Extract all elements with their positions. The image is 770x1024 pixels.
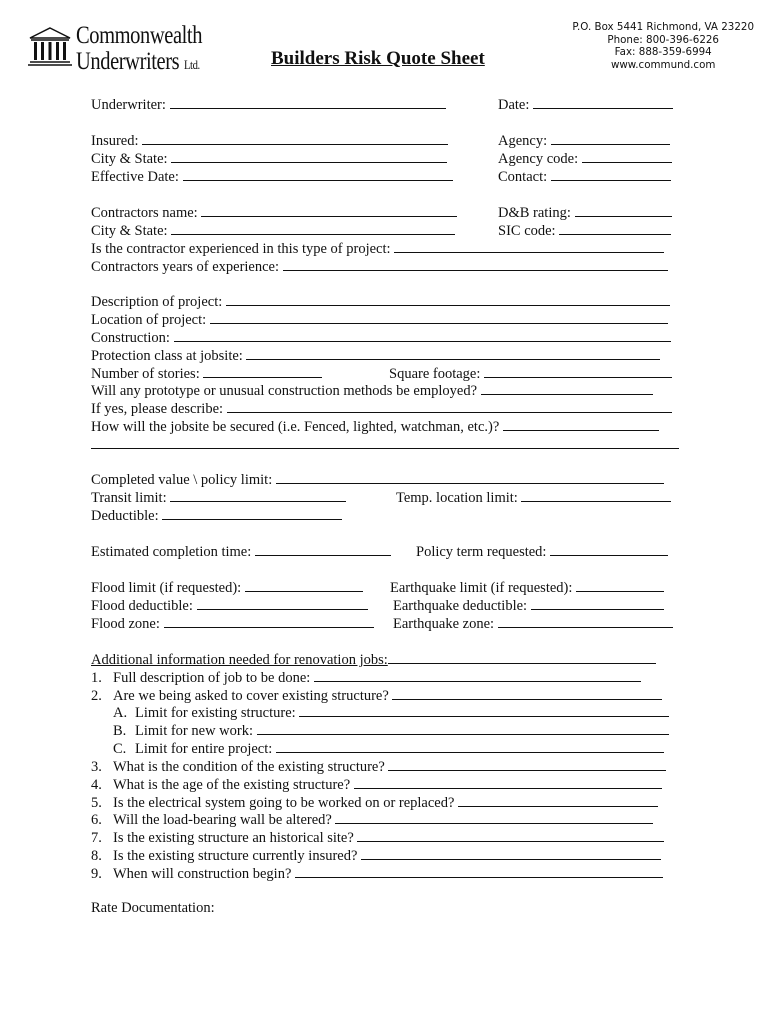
- temp-location-label: Temp. location limit:: [396, 490, 518, 506]
- location-field[interactable]: [210, 310, 668, 324]
- eq-zone-field[interactable]: [498, 614, 673, 628]
- db-rating-field[interactable]: [575, 203, 672, 217]
- location-row: [91, 310, 668, 329]
- eq-limit-row: [390, 578, 664, 597]
- item-text: Will the load-bearing wall be altered?: [113, 812, 332, 828]
- prototype-row: [91, 381, 653, 400]
- agency-code-label: Agency code:: [498, 151, 579, 167]
- item-number: 5.: [91, 795, 102, 811]
- db-rating-label: D&B rating:: [498, 205, 571, 221]
- deductible-row: [91, 506, 342, 525]
- item-number: 1.: [91, 670, 102, 686]
- item-field[interactable]: [335, 810, 653, 824]
- temp-location-row: [396, 488, 671, 507]
- item-number: 7.: [91, 830, 102, 846]
- renovation-heading: Additional information needed for renovation jobs:: [91, 652, 388, 668]
- date-row: [498, 95, 673, 114]
- insured-field[interactable]: [142, 131, 448, 145]
- item-number: 8.: [91, 848, 102, 864]
- page-title: Builders Risk Quote Sheet: [271, 48, 485, 69]
- item-text: Limit for new work:: [135, 723, 253, 739]
- contractors-name-field[interactable]: [201, 203, 457, 217]
- renovation-heading-line: [388, 650, 656, 664]
- flood-deductible-field[interactable]: [197, 596, 368, 610]
- construction-label: Construction:: [91, 330, 170, 346]
- item-number: 9.: [91, 866, 102, 882]
- if-yes-field[interactable]: [227, 399, 672, 413]
- completed-value-field[interactable]: [276, 470, 664, 484]
- completed-value-label: Completed value \ policy limit:: [91, 472, 273, 488]
- insured-label: Insured:: [91, 133, 139, 149]
- contact-website: www.commund.com: [610, 58, 716, 71]
- transit-limit-row: [91, 488, 346, 507]
- agency-label: Agency:: [498, 133, 548, 149]
- item-letter: C.: [113, 741, 127, 757]
- flood-deductible-label: Flood deductible:: [91, 598, 193, 614]
- item-number: 6.: [91, 812, 102, 828]
- secured-field[interactable]: [503, 417, 659, 431]
- contact-row: [498, 167, 671, 186]
- item-number: 2.: [91, 688, 102, 704]
- if-yes-row: [91, 399, 672, 418]
- completion-time-field[interactable]: [255, 542, 391, 556]
- temp-location-field[interactable]: [521, 488, 671, 502]
- effective-date-label: Effective Date:: [91, 169, 179, 185]
- logo-underwriters: Underwriters: [76, 48, 180, 75]
- square-footage-label: Square footage:: [389, 366, 481, 382]
- contractors-name-label: Contractors name:: [91, 205, 198, 221]
- eq-deductible-field[interactable]: [531, 596, 664, 610]
- deductible-field[interactable]: [162, 506, 342, 520]
- experienced-field[interactable]: [394, 239, 664, 253]
- item-letter: B.: [113, 723, 127, 739]
- item-field[interactable]: [257, 721, 669, 735]
- item-letter: A.: [113, 705, 128, 721]
- item-text: Is the existing structure an historical site?: [113, 830, 354, 846]
- item-text: Full description of job to be done:: [113, 670, 311, 686]
- flood-zone-label: Flood zone:: [91, 616, 160, 632]
- contractors-name-row: [91, 203, 457, 222]
- construction-row: [91, 328, 671, 347]
- item-field[interactable]: [354, 775, 662, 789]
- eq-zone-row: [393, 614, 673, 633]
- renovation-subitem: [113, 703, 669, 722]
- logo-line1: Commonwealth: [76, 22, 203, 49]
- item-field[interactable]: [388, 757, 666, 771]
- building-columns-icon: [28, 26, 72, 68]
- agency-code-row: [498, 149, 672, 168]
- completion-time-row: [91, 542, 391, 561]
- item-field[interactable]: [357, 828, 664, 842]
- underwriter-label: Underwriter:: [91, 97, 166, 113]
- contact-label: Contact:: [498, 169, 548, 185]
- protection-class-label: Protection class at jobsite:: [91, 348, 243, 364]
- prototype-field[interactable]: [481, 381, 653, 395]
- flood-limit-field[interactable]: [245, 578, 363, 592]
- rate-documentation: Rate Documentation:: [91, 900, 215, 916]
- underwriter-row: [91, 95, 446, 114]
- renovation-subitem: [113, 739, 664, 758]
- secured-label: How will the jobsite be secured (i.e. Fenced, lighted, watchman, etc.)?: [91, 419, 500, 435]
- city-state-field[interactable]: [171, 149, 447, 163]
- effective-date-row: [91, 167, 453, 186]
- stories-field[interactable]: [203, 364, 322, 378]
- agency-row: [498, 131, 670, 150]
- item-text: Is the electrical system going to be worked on or replaced?: [113, 795, 455, 811]
- renovation-item: [91, 864, 663, 883]
- item-text: When will construction begin?: [113, 866, 292, 882]
- item-field[interactable]: [458, 793, 658, 807]
- years-exp-field[interactable]: [283, 257, 668, 271]
- if-yes-label: If yes, please describe:: [91, 401, 224, 417]
- eq-deductible-label: Earthquake deductible:: [393, 598, 528, 614]
- completion-time-label: Estimated completion time:: [91, 544, 252, 560]
- transit-limit-field[interactable]: [170, 488, 346, 502]
- item-text: Limit for entire project:: [135, 741, 273, 757]
- company-logo: [28, 22, 238, 78]
- eq-deductible-row: [393, 596, 664, 615]
- renovation-item: [91, 668, 641, 687]
- contact-fax: Fax: 888-359-6994: [614, 46, 712, 58]
- years-exp-row: [91, 257, 668, 276]
- experienced-label: Is the contractor experienced in this type of project:: [91, 241, 391, 257]
- city-state-label: City & State:: [91, 151, 168, 167]
- item-field[interactable]: [392, 686, 662, 700]
- location-label: Location of project:: [91, 312, 207, 328]
- date-field[interactable]: [533, 95, 673, 109]
- contact-field[interactable]: [551, 167, 671, 181]
- contact-address: P.O. Box 5441 Richmond, VA 23220: [572, 21, 754, 33]
- years-exp-label: Contractors years of experience:: [91, 259, 280, 275]
- logo-line2: [76, 48, 200, 79]
- deductible-label: Deductible:: [91, 508, 159, 524]
- construction-field[interactable]: [174, 328, 671, 342]
- city-state-2-label: City & State:: [91, 223, 168, 239]
- stories-label: Number of stories:: [91, 366, 200, 382]
- item-number: 4.: [91, 777, 102, 793]
- item-field[interactable]: [314, 668, 641, 682]
- item-number: 3.: [91, 759, 102, 775]
- item-field[interactable]: [276, 739, 664, 753]
- eq-limit-label: Earthquake limit (if requested):: [390, 580, 573, 596]
- secured-row: [91, 417, 659, 436]
- sic-code-label: SIC code:: [498, 223, 556, 239]
- flood-limit-row: [91, 578, 363, 597]
- prototype-label: Will any prototype or unusual construction methods be employed?: [91, 383, 477, 399]
- eq-limit-field[interactable]: [576, 578, 664, 592]
- item-field[interactable]: [295, 864, 663, 878]
- sic-code-row: [498, 221, 671, 240]
- contact-block: [572, 21, 754, 71]
- date-label: Date:: [498, 97, 530, 113]
- renovation-heading-row: [91, 650, 656, 669]
- renovation-item: [91, 775, 662, 794]
- completed-value-row: [91, 470, 664, 489]
- protection-class-field[interactable]: [246, 346, 660, 360]
- db-rating-row: [498, 203, 672, 222]
- description-label: Description of project:: [91, 294, 223, 310]
- item-field[interactable]: [299, 703, 669, 717]
- city-state-row-2: [91, 221, 455, 240]
- item-text: Are we being asked to cover existing structure?: [113, 688, 389, 704]
- city-state-row-1: [91, 149, 447, 168]
- item-text: Is the existing structure currently insured?: [113, 848, 358, 864]
- agency-field[interactable]: [551, 131, 670, 145]
- item-text: What is the age of the existing structure?: [113, 777, 351, 793]
- logo-ltd: Ltd.: [183, 57, 200, 72]
- insured-row: [91, 131, 448, 150]
- description-field[interactable]: [226, 292, 670, 306]
- experienced-row: [91, 239, 664, 258]
- policy-term-label: Policy term requested:: [416, 544, 547, 560]
- square-footage-field[interactable]: [484, 364, 672, 378]
- flood-deductible-row: [91, 596, 368, 615]
- renovation-item: [91, 846, 661, 865]
- renovation-item: [91, 828, 664, 847]
- renovation-item: [91, 810, 653, 829]
- description-row: [91, 292, 670, 311]
- transit-limit-label: Transit limit:: [91, 490, 167, 506]
- flood-zone-field[interactable]: [164, 614, 374, 628]
- flood-zone-row: [91, 614, 374, 633]
- eq-zone-label: Earthquake zone:: [393, 616, 495, 632]
- underwriter-field[interactable]: [170, 95, 446, 109]
- item-text: What is the condition of the existing structure?: [113, 759, 385, 775]
- renovation-item: [91, 757, 666, 776]
- secured-extra-row: [91, 435, 679, 454]
- secured-extra-field[interactable]: [91, 435, 679, 449]
- protection-class-row: [91, 346, 660, 365]
- sic-code-field[interactable]: [559, 221, 671, 235]
- renovation-subitem: [113, 721, 669, 740]
- agency-code-field[interactable]: [582, 149, 672, 163]
- policy-term-field[interactable]: [550, 542, 668, 556]
- item-text: Limit for existing structure:: [135, 705, 296, 721]
- item-field[interactable]: [361, 846, 661, 860]
- flood-limit-label: Flood limit (if requested):: [91, 580, 242, 596]
- contact-phone: Phone: 800-396-6226: [607, 33, 719, 46]
- effective-date-field[interactable]: [183, 167, 453, 181]
- city-state-2-field[interactable]: [171, 221, 455, 235]
- policy-term-row: [416, 542, 668, 561]
